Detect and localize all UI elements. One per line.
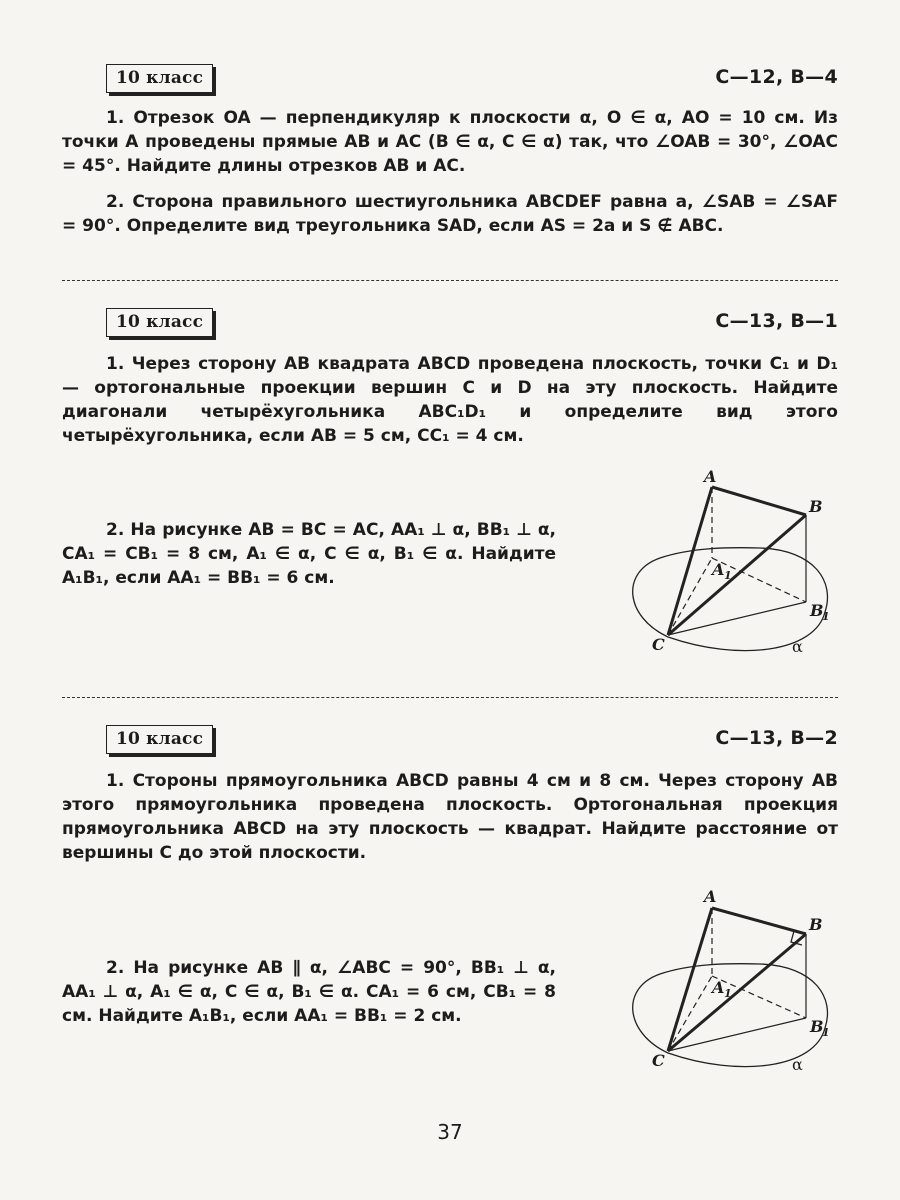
edge-BC bbox=[668, 515, 806, 635]
label-A1-sub: 1 bbox=[724, 569, 732, 582]
section-c12-b4 bbox=[62, 64, 838, 238]
label-A: A bbox=[704, 887, 717, 906]
label-alpha: α bbox=[792, 1055, 803, 1074]
label-B1: B bbox=[810, 601, 824, 620]
edge-BC bbox=[668, 934, 806, 1051]
grade-label: 10 класс bbox=[106, 64, 213, 93]
edge-AB bbox=[712, 908, 806, 934]
label-alpha: α bbox=[792, 637, 803, 656]
figure-svg bbox=[620, 876, 850, 1086]
grade-label: 10 класс bbox=[106, 308, 213, 337]
variant-code: С—13, В—1 bbox=[715, 310, 838, 332]
label-A1-sub: 1 bbox=[724, 987, 732, 1000]
separator-line bbox=[62, 280, 838, 281]
edge-CA1 bbox=[668, 558, 712, 635]
section-header bbox=[62, 308, 838, 344]
label-B: B bbox=[809, 497, 823, 516]
variant-code: С—12, В—4 bbox=[715, 66, 838, 88]
grade-label: 10 класс bbox=[106, 725, 213, 754]
page-number: 37 bbox=[437, 1120, 463, 1144]
label-C: C bbox=[652, 635, 665, 654]
edge-CA1 bbox=[668, 976, 712, 1051]
variant-code: С—13, В—2 bbox=[715, 727, 838, 749]
problem-2-text: 2. Сторона правильного шестиугольника ABCDEF равна a, ∠SAB = ∠SAF = 90°. Определите вид треугольника SAD, если AS = 2a и S ∉ ABC. bbox=[62, 192, 838, 236]
geometry-figure bbox=[620, 462, 850, 672]
label-B1-sub: 1 bbox=[822, 610, 830, 623]
problem-1-text: 1. Стороны прямоугольника ABCD равны 4 см и 8 см. Через сторону AB этого прямоугольника проведена плоскость. Ортогональная проекция прямоугольника ABCD на эту плоскость — квадрат. Найдите расстояние от вершины C до этой плоскости. bbox=[62, 771, 838, 863]
label-C: C bbox=[652, 1051, 665, 1070]
geometry-figure bbox=[620, 876, 850, 1086]
edge-AC bbox=[668, 487, 712, 635]
label-B1-sub: 1 bbox=[822, 1026, 830, 1039]
problem-2-text: 2. На рисунке AB ∥ α, ∠ABC = 90°, BB₁ ⊥ α, AA₁ ⊥ α, A₁ ∈ α, C ∈ α, B₁ ∈ α. CA₁ = 6 см, CB₁ = 8 см. Найдите A₁B₁, если AA₁ = BB₁ = 2 см. bbox=[62, 958, 556, 1026]
label-B1: B bbox=[810, 1017, 824, 1036]
section-header bbox=[62, 64, 838, 100]
problem-1-text: 1. Через сторону AB квадрата ABCD проведена плоскость, точки C₁ и D₁ — ортогональные проекции вершин C и D на эту плоскость. Найдите диагонали четырёхугольника ABC₁D₁ и определите вид этого четырёхугольника, если AB = 5 см, CC₁ = 4 см. bbox=[62, 354, 838, 446]
label-A1: A bbox=[712, 978, 725, 997]
section-c13-b1 bbox=[62, 308, 838, 448]
label-A1: A bbox=[712, 560, 725, 579]
problem-1-text: 1. Отрезок OA — перпендикуляр к плоскости α, O ∈ α, AO = 10 см. Из точки A проведены прямые AB и AC (B ∈ α, C ∈ α) так, что ∠OAB = 30°, ∠OAC = 45°. Найдите длины отрезков AB и AC. bbox=[62, 108, 838, 176]
problem-2-text: 2. На рисунке AB = BC = AC, AA₁ ⊥ α, BB₁ ⊥ α, CA₁ = CB₁ = 8 см, A₁ ∈ α, C ∈ α, B₁ ∈ α. Найдите A₁B₁, если AA₁ = BB₁ = 6 см. bbox=[62, 520, 556, 588]
edge-AC bbox=[668, 908, 712, 1051]
edge-AB bbox=[712, 487, 806, 515]
label-B: B bbox=[809, 915, 823, 934]
separator-line bbox=[62, 697, 838, 698]
figure-svg bbox=[620, 462, 850, 672]
label-A: A bbox=[704, 467, 717, 486]
section-header bbox=[62, 725, 838, 761]
section-c13-b2 bbox=[62, 725, 838, 865]
